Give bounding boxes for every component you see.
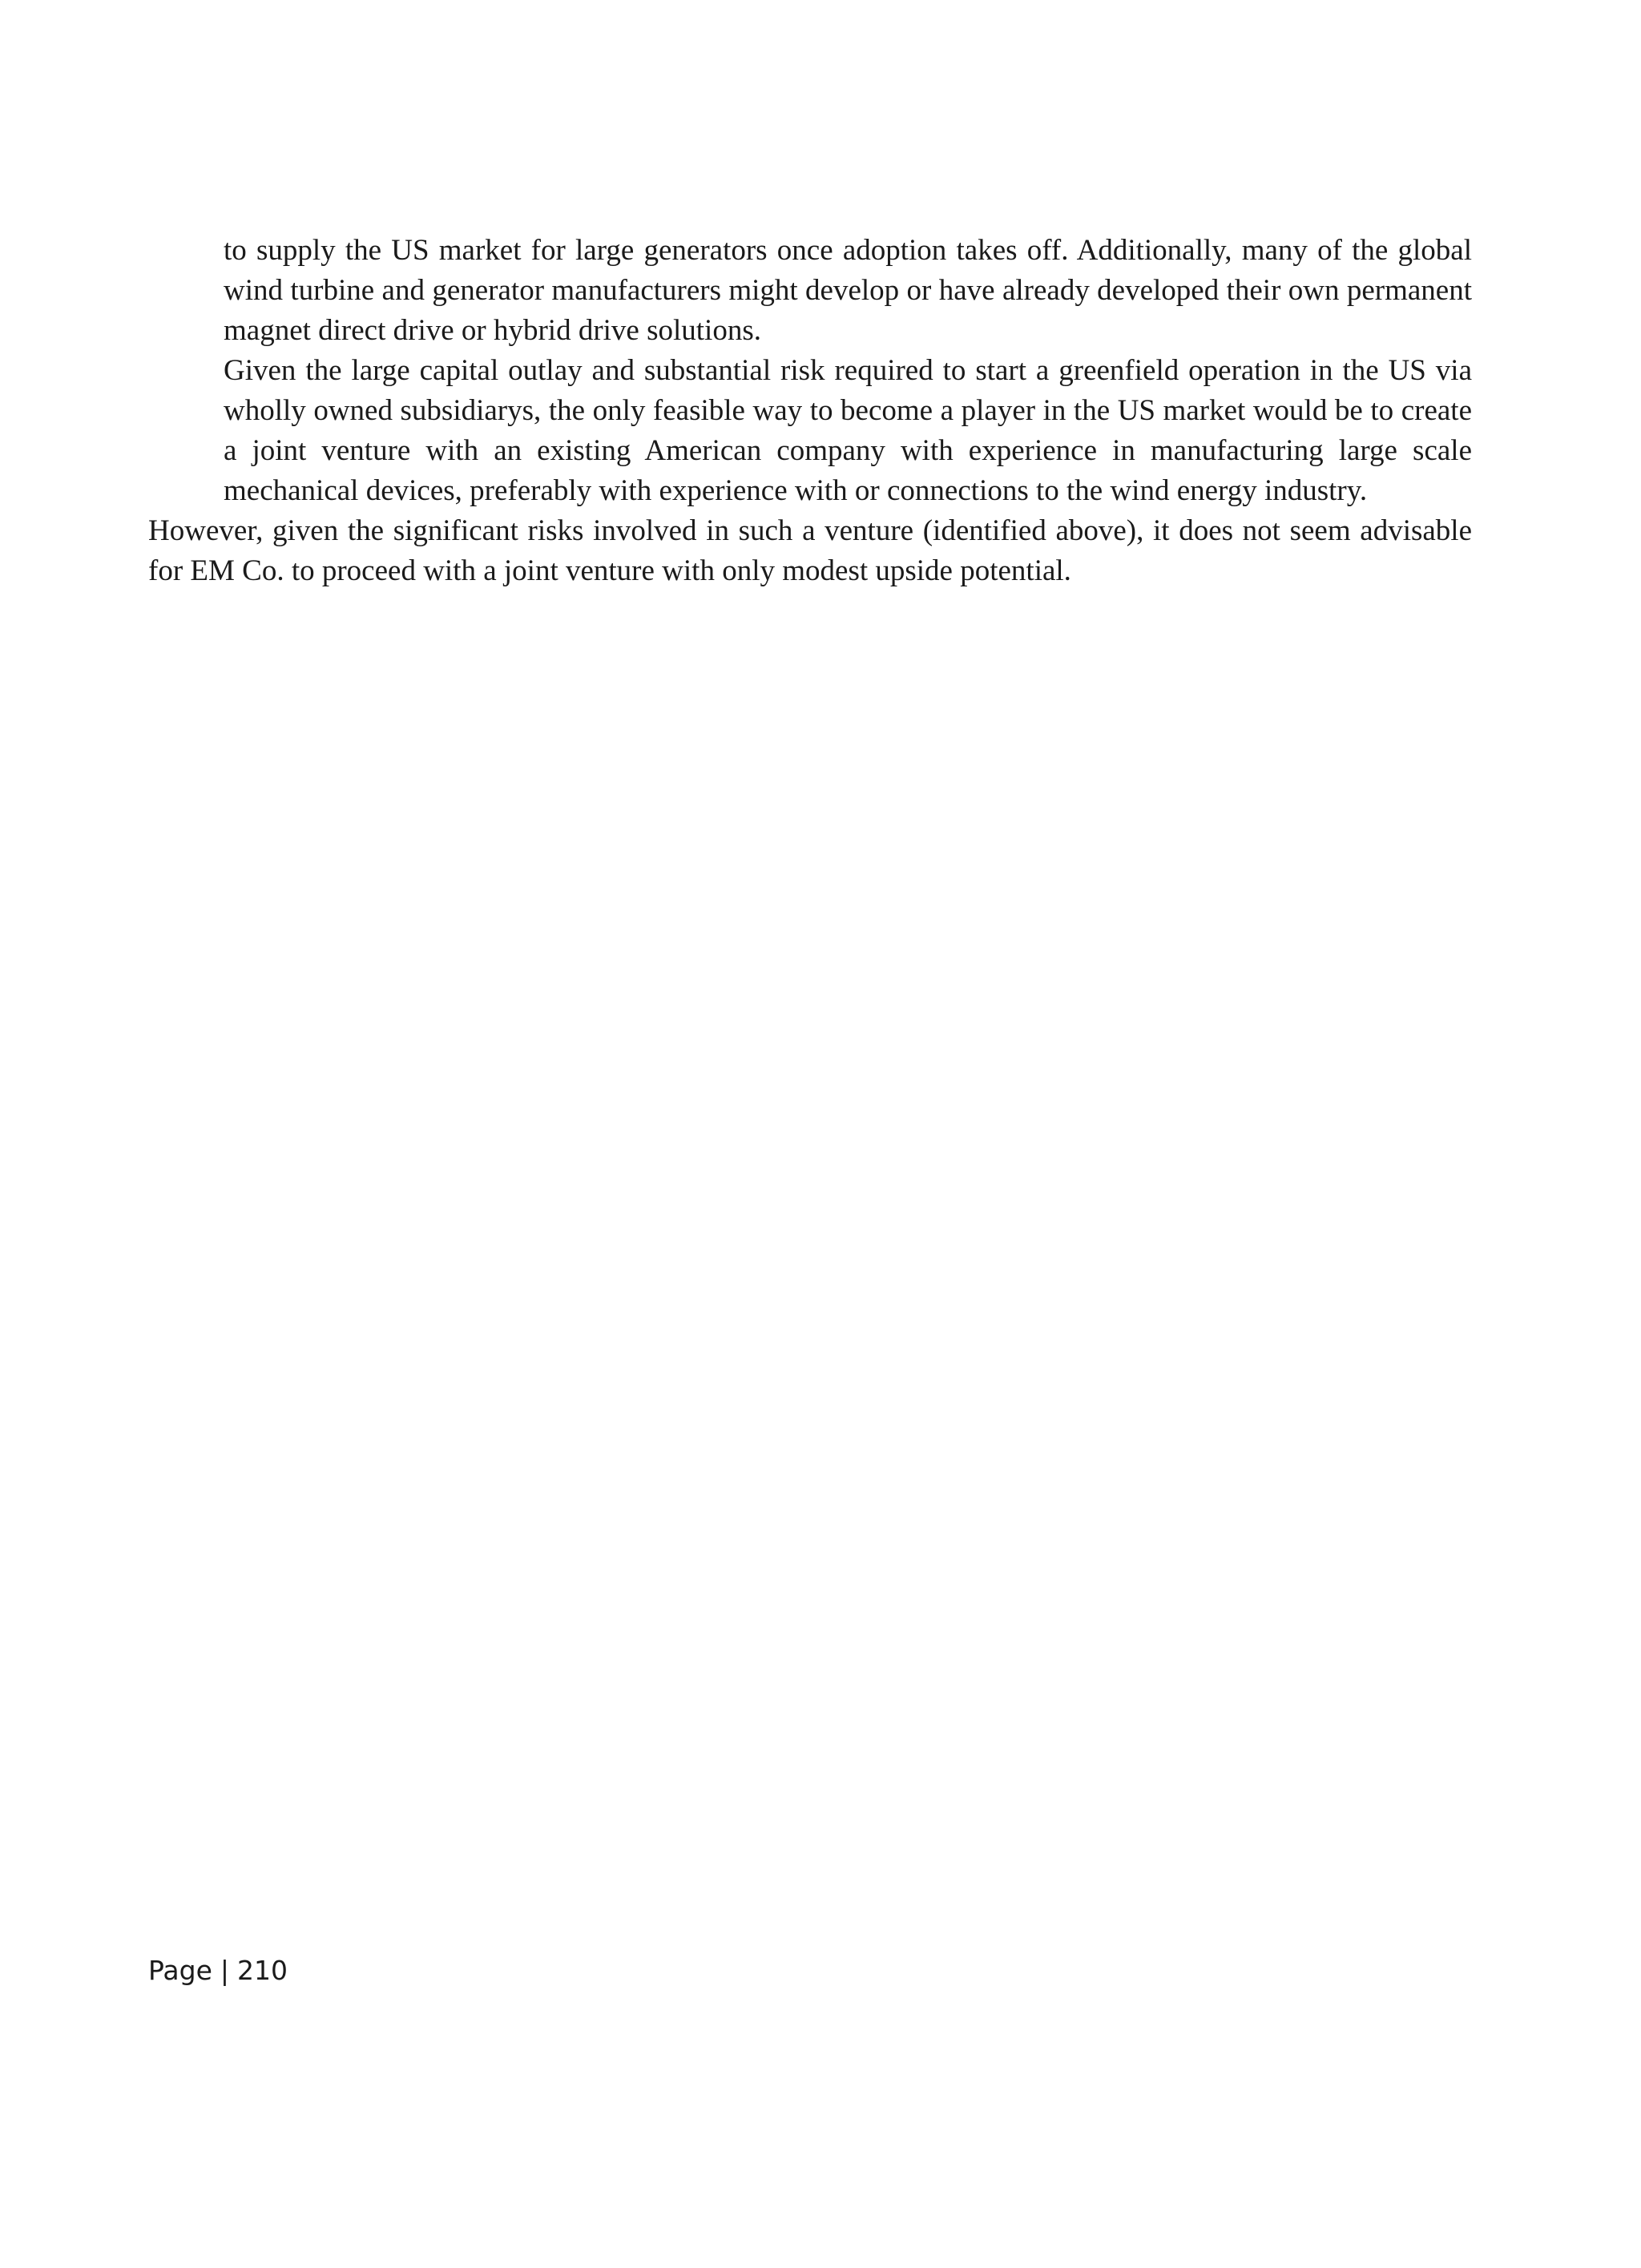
paragraph-supply-market: to supply the US market for large generators once adoption takes off. Additionally, many of the global wind turbine and generator manufacturers might develop or have already developed their own permanent magnet direct drive or hybrid drive solutions. [224,234,1472,347]
page-separator: | [220,1955,230,1986]
page-number: 210 [237,1955,288,1986]
paragraph-conclusion: However, given the significant risks involved in such a venture (identified above), it does not seem advisable for EM Co. to proceed with a joint venture with only modest upside potential. [148,514,1472,587]
page-footer [148,1953,288,1988]
page-label: Page [148,1955,212,1986]
paragraph-joint-venture-option: Given the large capital outlay and substantial risk required to start a greenfield operation in the US via wholly owned subsidiarys, the only feasible way to become a player in the US market would be to create a joint venture with an existing American company with experience in manufacturing large scale mechanical devices, preferably with experience with or connections to the wind energy industry. [224,354,1472,507]
body-text [148,231,1472,591]
